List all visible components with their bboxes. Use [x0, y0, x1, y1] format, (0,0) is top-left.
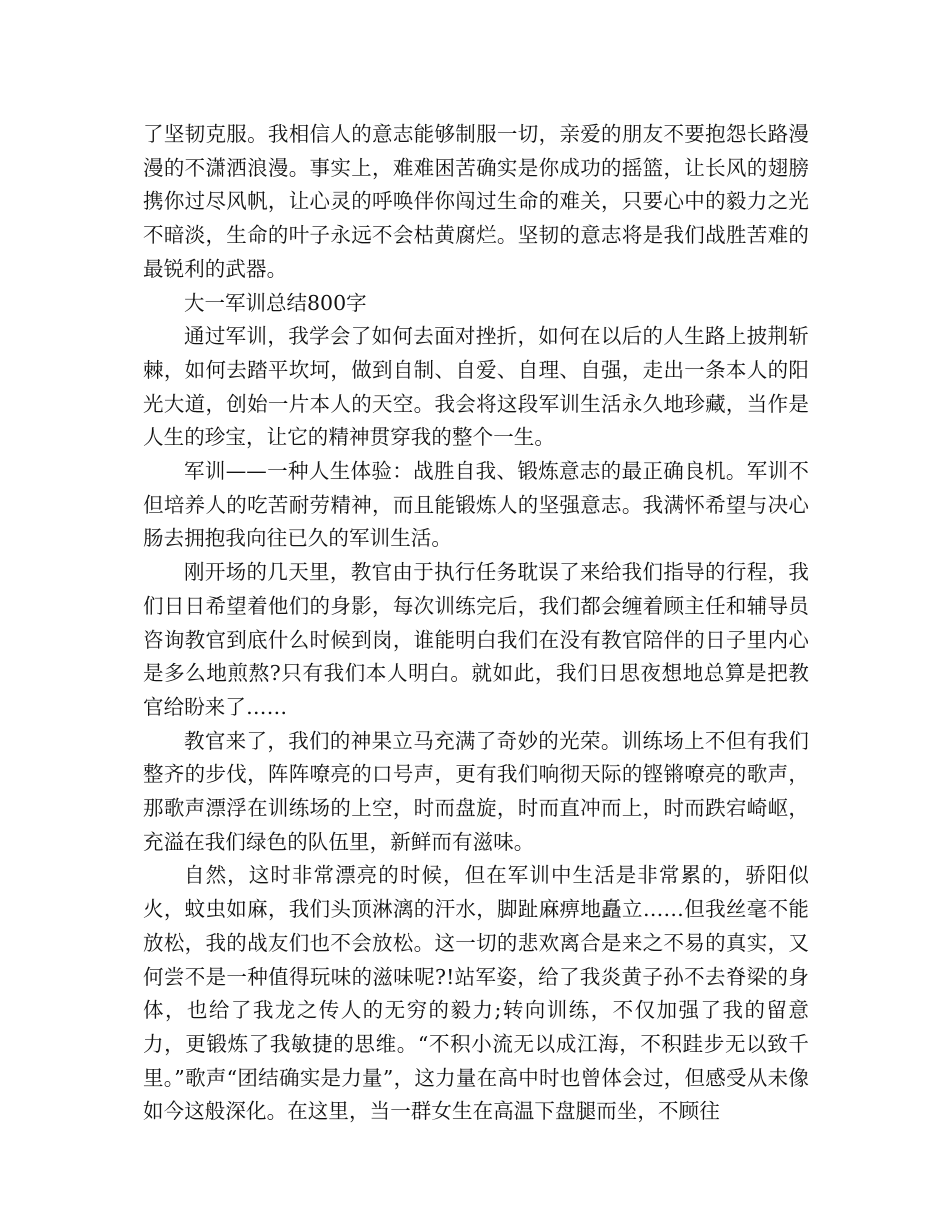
paragraph: 刚开场的几天里，教官由于执行任务耽误了来给我们指导的行程，我们日日希望着他们的身影，每次训练完后，我们都会缠着顾主任和辅导员咨询教官到底什么时候到岗，谁能明白我们在没有教官陪伴的日子里内心是多么地煎熬?只有我们本人明白。就如此，我们日思夜想地总算是把教官给盼来了……: [143, 560, 809, 719]
document-body: [143, 118, 809, 1129]
paragraph: 教官来了，我们的神果立马充满了奇妙的光荣。训练场上不但有我们整齐的步伐，阵阵嘹亮的口号声，更有我们响彻天际的铿锵嘹亮的歌声，那歌声漂浮在训练场的上空，时而盘旋，时而直冲而上，时而跌宕崎岖，充溢在我们绿色的队伍里，新鲜而有滋味。: [143, 728, 809, 854]
paragraph-continuation: 了坚韧克服。我相信人的意志能够制服一切，亲爱的朋友不要抱怨长路漫漫的不潇洒浪漫。事实上，难难困苦确实是你成功的摇篮，让长风的翅膀携你过尽风帆，让心灵的呼唤伴你闯过生命的难关，只要心中的毅力之光不暗淡，生命的叶子永远不会枯黄腐烂。坚韧的意志将是我们战胜苦难的最锐利的武器。: [143, 122, 809, 281]
section-heading: 大一军训总结800字: [184, 290, 367, 315]
paragraph: 军训——一种人生体验：战胜自我、锻炼意志的最正确良机。军训不但培养人的吃苦耐劳精神，而且能锻炼人的坚强意志。我满怀希望与决心肠去拥抱我向往已久的军训生活。: [143, 459, 809, 551]
paragraph: 自然，这时非常漂亮的时候，但在军训中生活是非常累的，骄阳似火，蚊虫如麻，我们头顶淋漓的汗水，脚趾麻痹地矗立……但我丝毫不能放松，我的战友们也不会放松。这一切的悲欢离合是来之不易的真实，又何尝不是一种值得玩味的滋味呢?!站军姿，给了我炎黄子孙不去脊梁的身体，也给了我龙之传人的无穷的毅力;转向训练，不仅加强了我的留意力，更锻炼了我敏捷的思维。“不积小流无以成江海，不积跬步无以致千里。”歌声“团结确实是力量”，这力量在高中时也曾体会过，但感受从未像如今这般深化。在这里，当一群女生在高温下盘腿而坐，不顾往: [143, 863, 809, 1124]
paragraph: 通过军训，我学会了如何去面对挫折，如何在以后的人生路上披荆斩棘，如何去踏平坎坷，做到自制、自爱、自理、自强，走出一条本人的阳光大道，创始一片本人的天空。我会将这段军训生活永久地珍藏，当作是人生的珍宝，让它的精神贯穿我的整个一生。: [143, 324, 809, 450]
